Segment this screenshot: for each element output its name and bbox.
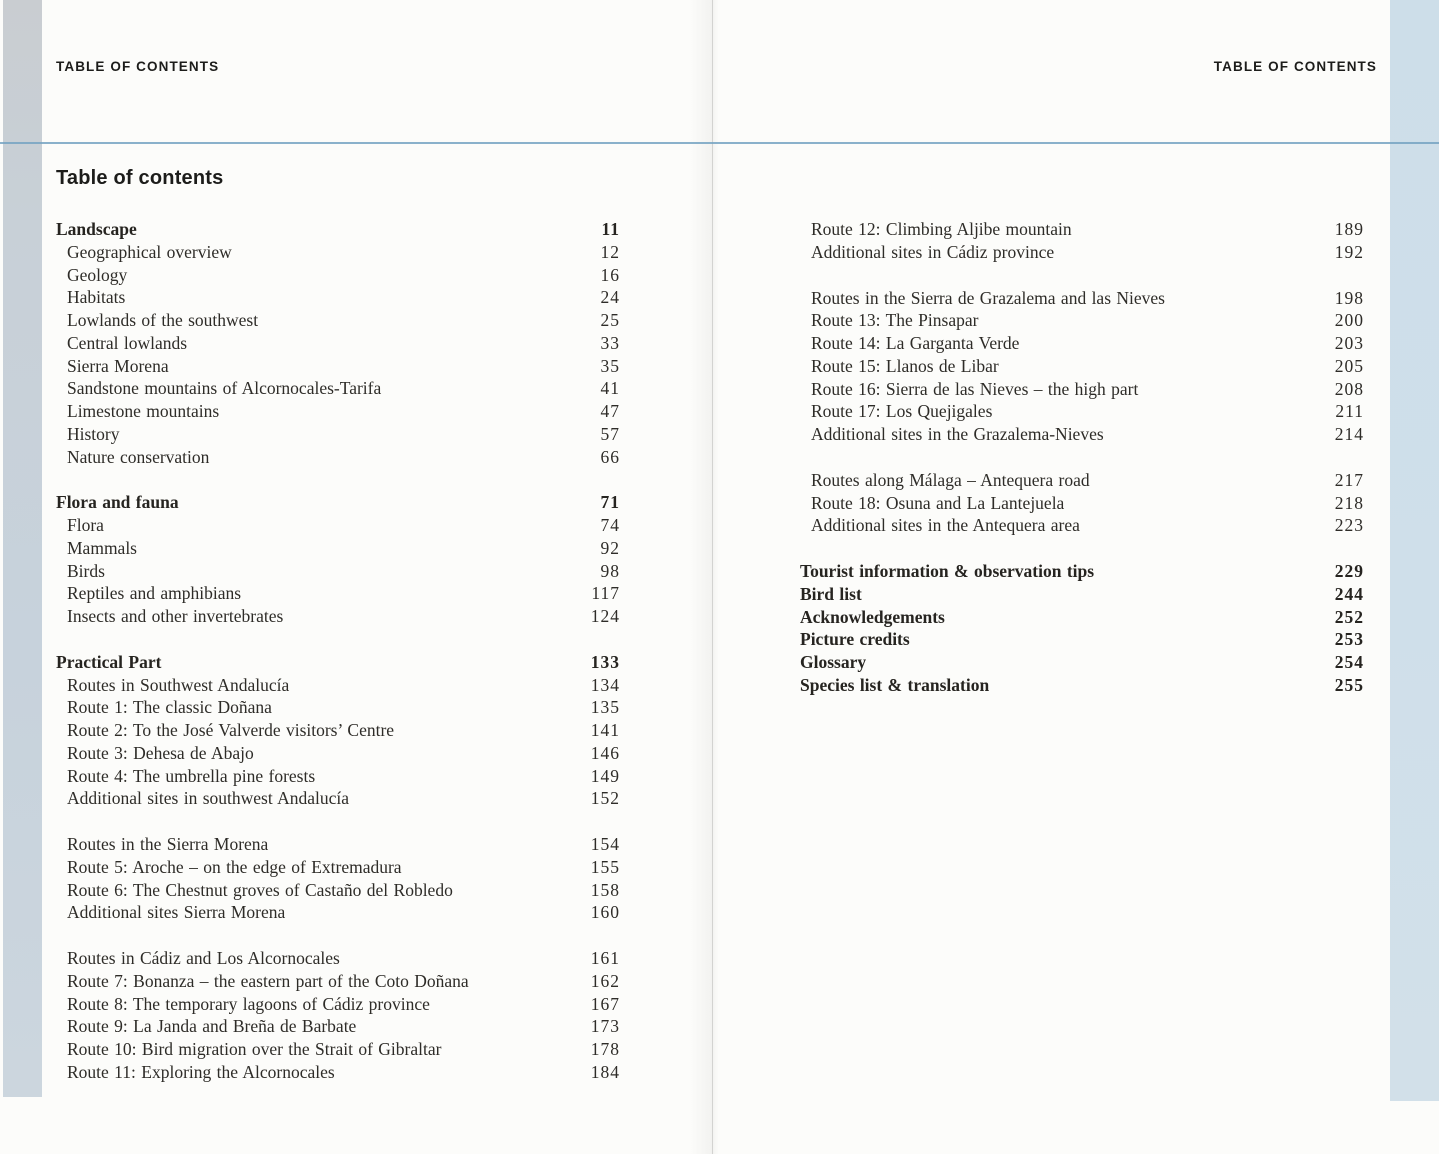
toc-entry-page-number: 146 (590, 742, 620, 763)
toc-entry-label: Route 16: Sierra de las Nieves – the high part (811, 378, 1139, 399)
toc-entry (800, 674, 1364, 697)
toc-entry-label: Mammals (67, 537, 137, 558)
toc-entry-page-number: 244 (1334, 583, 1364, 604)
toc-entry (800, 469, 1364, 492)
toc-entry-label: Reptiles and amphibians (67, 583, 242, 604)
toc-entry-page-number: 155 (590, 856, 620, 877)
toc-entry (56, 218, 620, 241)
toc-entry-page-number: 255 (1334, 674, 1364, 695)
toc-entry-page-number: 66 (600, 446, 620, 467)
toc-entry-page-number: 178 (590, 1039, 620, 1059)
toc-entry-label: Route 11: Exploring the Alcornocales (67, 1061, 335, 1082)
toc-entry-label: Route 8: The temporary lagoons of Cádiz province (67, 993, 430, 1014)
toc-entry (56, 719, 620, 742)
toc-entry-page-number: 149 (590, 765, 620, 786)
toc-entry-page-number: 11 (601, 219, 620, 239)
toc-entry-page-number: 218 (1334, 492, 1364, 513)
toc-group (56, 651, 620, 810)
toc-entry-label: Route 3: Dehesa de Abajo (67, 742, 254, 763)
toc-entry-label: Geology (67, 264, 128, 285)
toc-entry-page-number: 211 (1335, 401, 1364, 422)
toc-entry-label: Route 15: Llanos de Libar (811, 355, 999, 376)
toc-entry-label: Route 2: To the José Valverde visitors’ Centre (67, 720, 395, 740)
toc-entry-page-number: 24 (600, 287, 620, 308)
toc-entry-page-number: 208 (1334, 378, 1364, 399)
toc-entry-page-number: 217 (1334, 469, 1364, 490)
toc-entry-label: Route 10: Bird migration over the Strait of Gibraltar (67, 1039, 442, 1059)
toc-entry-label: Route 7: Bonanza – the eastern part of the Coto Doñana (67, 970, 469, 991)
toc-entry-page-number: 214 (1334, 424, 1364, 444)
header-rule (0, 142, 1439, 144)
toc-entry-label: Route 17: Los Quejigales (811, 401, 993, 422)
toc-entry-label: Additional sites in the Grazalema-Nieves (811, 424, 1104, 444)
toc-entry-label: Routes in the Sierra de Grazalema and las Nieves (811, 287, 1165, 308)
toc-entry (56, 696, 620, 719)
toc-entry-page-number: 252 (1334, 606, 1364, 627)
toc-entry (56, 787, 620, 810)
toc-entry-label: Additional sites in southwest Andalucía (67, 788, 350, 809)
toc-entry-page-number: 47 (600, 401, 620, 421)
toc-column-right (800, 218, 1364, 697)
toc-entry (56, 309, 620, 332)
toc-entry (56, 264, 620, 287)
toc-entry-page-number: 41 (600, 378, 620, 399)
toc-entry-page-number: 184 (590, 1061, 620, 1082)
toc-entry-label: Route 6: The Chestnut groves of Castaño del Robledo (67, 879, 453, 900)
toc-entry (56, 1015, 620, 1038)
toc-entry-page-number: 162 (590, 970, 620, 991)
toc-entry-page-number: 124 (590, 606, 620, 626)
toc-entry-label: Route 5: Aroche – on the edge of Extremadura (67, 856, 402, 877)
toc-entry (56, 582, 620, 605)
toc-entry-label: Route 18: Osuna and La Lantejuela (811, 492, 1065, 513)
toc-entry-label: Route 12: Climbing Aljibe mountain (811, 219, 1072, 239)
toc-entry-page-number: 254 (1334, 652, 1364, 672)
toc-entry (56, 514, 620, 537)
toc-entry-page-number: 200 (1334, 310, 1364, 331)
toc-entry-page-number: 12 (600, 241, 620, 262)
toc-entry-label: Acknowledgements (800, 606, 945, 627)
toc-entry-page-number: 135 (590, 697, 620, 718)
toc-entry (56, 400, 620, 423)
toc-entry-page-number: 152 (590, 788, 620, 809)
toc-entry-page-number: 167 (590, 993, 620, 1014)
page-gutter-shading (690, 0, 736, 1154)
toc-entry (56, 674, 620, 697)
toc-entry (56, 742, 620, 765)
toc-entry-page-number: 117 (591, 583, 620, 604)
toc-entry-label: Limestone mountains (67, 401, 220, 421)
toc-entry-label: Practical Part (56, 651, 162, 672)
toc-entry-label: Route 1: The classic Doñana (67, 697, 272, 718)
toc-entry (800, 651, 1364, 674)
toc-entry (56, 537, 620, 560)
toc-entry (56, 446, 620, 469)
toc-entry (800, 492, 1364, 515)
page-title: Table of contents (56, 167, 224, 189)
toc-entry (56, 423, 620, 446)
toc-entry (56, 901, 620, 924)
toc-entry (56, 355, 620, 378)
toc-entry (56, 1061, 620, 1084)
left-page-edge-strip (3, 0, 42, 1097)
toc-entry-label: Insects and other invertebrates (67, 606, 284, 626)
toc-entry (56, 491, 620, 514)
toc-group (56, 947, 620, 1084)
toc-entry-label: Bird list (800, 583, 862, 604)
toc-entry-label: Central lowlands (67, 332, 188, 353)
toc-entry-label: Geographical overview (67, 241, 232, 262)
toc-entry-page-number: 203 (1334, 333, 1364, 353)
toc-entry-page-number: 92 (600, 537, 620, 558)
toc-entry-page-number: 98 (600, 560, 620, 581)
toc-entry (56, 286, 620, 309)
toc-group (800, 560, 1364, 697)
toc-entry-page-number: 154 (590, 834, 620, 854)
toc-entry (800, 218, 1364, 241)
toc-entry (800, 400, 1364, 423)
toc-entry-label: Routes in Southwest Andalucía (67, 674, 290, 695)
toc-entry (56, 377, 620, 400)
toc-entry-page-number: 25 (600, 310, 620, 330)
toc-entry-page-number: 57 (600, 423, 620, 444)
toc-entry (56, 947, 620, 970)
toc-entry-label: Nature conservation (67, 446, 210, 467)
toc-group (800, 218, 1364, 264)
page-gutter-fold-line (712, 0, 713, 1154)
toc-entry-label: Landscape (56, 219, 137, 239)
toc-entry-label: Routes along Málaga – Antequera road (811, 469, 1090, 490)
toc-entry-page-number: 71 (600, 492, 620, 513)
running-head-right: TABLE OF CONTENTS (1213, 59, 1377, 74)
toc-entry (800, 514, 1364, 537)
toc-entry-page-number: 253 (1334, 629, 1364, 650)
toc-entry-page-number: 160 (590, 902, 620, 923)
toc-entry (800, 355, 1364, 378)
toc-entry-label: Habitats (67, 287, 126, 308)
toc-entry-page-number: 229 (1334, 561, 1364, 581)
toc-entry-page-number: 134 (590, 674, 620, 695)
toc-entry-page-number: 189 (1334, 219, 1364, 239)
toc-entry-label: Route 4: The umbrella pine forests (67, 765, 316, 786)
toc-entry-label: Route 13: The Pinsapar (811, 310, 979, 331)
toc-entry-label: Routes in the Sierra Morena (67, 834, 269, 854)
toc-entry (800, 423, 1364, 446)
toc-entry-page-number: 33 (600, 332, 620, 353)
toc-entry-label: History (67, 423, 120, 444)
toc-entry-label: Glossary (800, 652, 867, 672)
toc-group (800, 469, 1364, 537)
toc-entry-label: Flora (67, 515, 104, 535)
toc-entry-page-number: 16 (600, 264, 620, 285)
toc-entry-label: Route 14: La Garganta Verde (811, 333, 1020, 353)
toc-entry (800, 606, 1364, 629)
toc-entry-label: Routes in Cádiz and Los Alcornocales (67, 948, 340, 968)
toc-entry (56, 765, 620, 788)
toc-entry (800, 309, 1364, 332)
toc-entry-label: Lowlands of the southwest (67, 310, 259, 330)
toc-entry (56, 856, 620, 879)
toc-entry-page-number: 198 (1334, 287, 1364, 308)
toc-entry-label: Additional sites Sierra Morena (67, 902, 286, 923)
toc-entry-page-number: 158 (590, 879, 620, 900)
toc-entry-page-number: 161 (590, 948, 620, 968)
toc-entry-label: Birds (67, 560, 105, 581)
toc-entry (800, 628, 1364, 651)
toc-entry-label: Species list & translation (800, 674, 990, 695)
toc-entry-label: Picture credits (800, 629, 910, 650)
toc-entry-label: Route 9: La Janda and Breña de Barbate (67, 1016, 357, 1037)
toc-entry-page-number: 223 (1334, 515, 1364, 536)
toc-group (56, 218, 620, 468)
toc-entry-label: Additional sites in Cádiz province (811, 241, 1055, 262)
toc-entry (56, 241, 620, 264)
toc-entry (56, 560, 620, 583)
toc-entry-label: Sierra Morena (67, 355, 169, 376)
toc-entry (800, 287, 1364, 310)
toc-entry (800, 583, 1364, 606)
toc-entry-page-number: 205 (1334, 355, 1364, 376)
toc-group (56, 491, 620, 628)
toc-entry (56, 993, 620, 1016)
toc-entry-label: Tourist information & observation tips (800, 561, 1095, 581)
toc-entry (56, 879, 620, 902)
toc-entry (56, 605, 620, 628)
toc-entry-label: Flora and fauna (56, 492, 179, 513)
toc-entry (800, 560, 1364, 583)
toc-entry-page-number: 192 (1334, 241, 1364, 262)
toc-entry (800, 332, 1364, 355)
toc-entry-label: Additional sites in the Antequera area (811, 515, 1080, 536)
running-head-left: TABLE OF CONTENTS (56, 59, 220, 74)
toc-entry (56, 1038, 620, 1061)
toc-entry (56, 332, 620, 355)
toc-entry-label: Sandstone mountains of Alcornocales-Tarifa (67, 378, 382, 399)
toc-entry (56, 651, 620, 674)
toc-entry (800, 378, 1364, 401)
toc-column-left (56, 218, 620, 1084)
toc-entry-page-number: 35 (600, 355, 620, 376)
toc-entry-page-number: 74 (600, 515, 620, 535)
toc-group (800, 287, 1364, 446)
toc-group (56, 833, 620, 924)
toc-entry (800, 241, 1364, 264)
right-page-edge-strip (1390, 0, 1439, 1101)
toc-entry-page-number: 141 (590, 720, 620, 740)
toc-entry (56, 970, 620, 993)
toc-entry-page-number: 133 (590, 651, 620, 672)
toc-entry-page-number: 173 (590, 1016, 620, 1037)
toc-entry (56, 833, 620, 856)
